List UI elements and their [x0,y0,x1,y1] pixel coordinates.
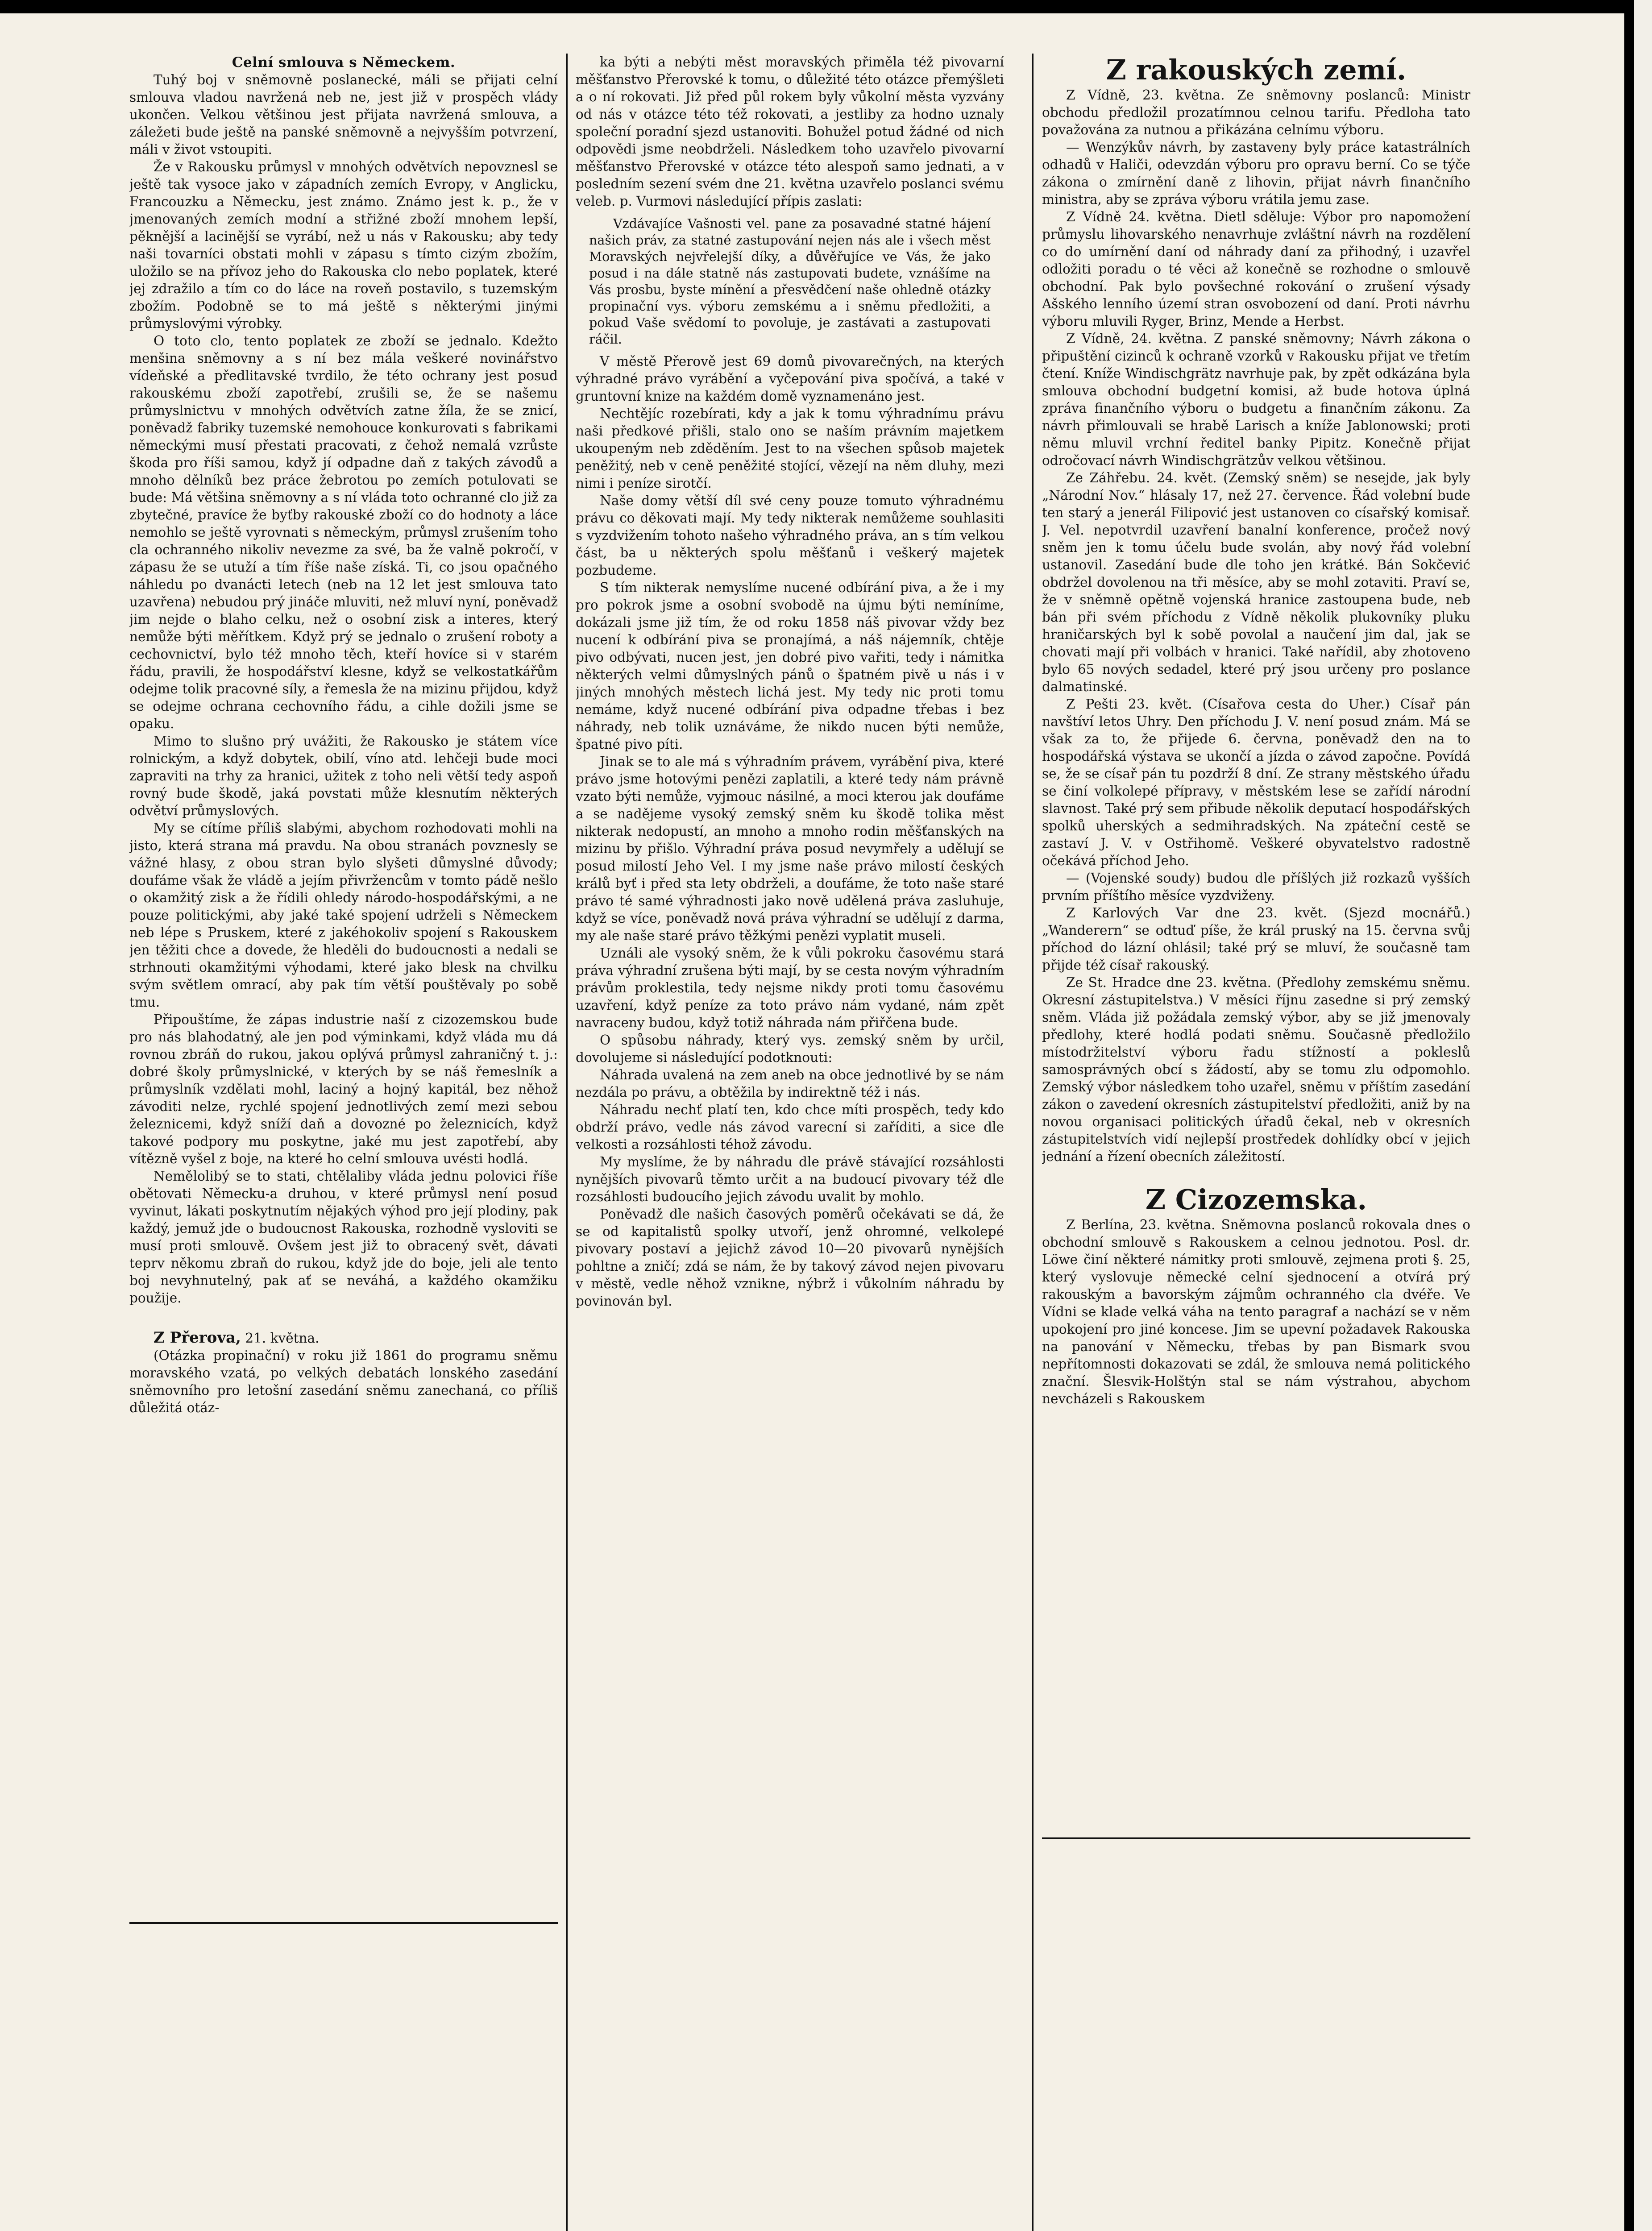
article-body-prerov-petition [576,353,1004,1310]
paragraph: Nechtějíc rozebírati, kdy a jak k tomu výhradnímu právu naši předkové přišli, stalo ono se naším právním majetkem ukoupeným neb zděděním. Jest to na všechen spůsob majetek peněžitý, neb v ceně peněžité stojící, vězejí na něm dluhy, mezi nimi i peníze sirotčí. [576,406,1004,491]
column-2 [576,54,1004,2231]
article-body-celni-smlouva [129,71,558,1307]
column-3 [1042,54,1470,2231]
scan-top-border [0,0,1624,13]
paragraph: O toto clo, tento poplatek ze zboží se jednalo. Kdežto menšina sněmovny a s ní bez mála veškeré novinářstvo vídeňské a předlitavské tvrdilo, že této ochrany jest posud rakouskému zboží zapotřebí, zrušili se, že se našemu průmyslnictvu v mnohých odvětvích zatne žíla, že se znicí, poněvadž fabriky tuzemské nemohouce konkurovati s fabrikami německými musí přestati pracovati, z čehož nemalá vzrůste škoda pro říši samou, když jí odpadne daň z takých závodů a mnoho dělníků bez práce žebrotou po zemích potulovati se bude: Má většina sněmovny a s ní vláda toto ochranné clo již za zbytečné, pravíce že byťby rakouské zboží co do hodnoty a láce nemohlo se ještě vyrovnati s německým, průmysl zrušením toho cla ochranného nikoliv nevezme za své, ba že valně pokročí, v zápasu že se utuží a tím říše naše získá. Ti, co jsou opačného náhledu po dvanácti letech (neb na 12 let jest smlouva tato uzavřena) nebudou prý jináče mluviti, než mluví nyní, poněvadž jim nejde o blaho celku, než o osobní zisk a interes, který nemůže býti měřítkem. Když prý se jednalo o zrušení roboty a cechovnictví, bylo též mnoho těch, kteří hovíce si v starém řádu, pravili, že hospodářství klesne, když se velkostatkářům odejme tolik pracovné síly, a řemesla že na mizinu přijdou, když se odejme ochrana cechovního řádu, a cihle dožili jsme se opaku. [129,333,558,731]
paragraph: Uználi ale vysoký sněm, že k vůli pokroku časovému stará práva výhradní zrušena býti mají, by se cesta novým výhradním právům proklestila, tedy nejsme nikdy proti tomu časovému uzavření, když peníze za toto právo nám vydané, nám zpět navraceny budou, když totiž náhrada nám přiřčena bude. [576,945,1004,1030]
section-title-cizozemska: Z Cizozemska. [1145,1183,1367,1216]
news-item: Z Vídně, 23. května. Ze sněmovny poslanců: Ministr obchodu předložil prozatímnou celnou tarifu. Předloha tato považována za nutnou a přikázána celnímu výboru. [1042,87,1470,137]
column-1 [129,54,558,2231]
paragraph: Náhrada uvalená na zem aneb na obce jednotlivé by se nám nezdála po právu, a obtěžila by indirektně též i nás. [576,1067,1004,1100]
paragraph: Připouštíme, že zápas industrie naší z cizozemskou bude pro nás blahodatný, ale jen pod výminkami, když vláda mu dá rovnou zbráň do rukou, jakou oplývá průmysl zahraničný t. j.: dobré školy průmyslnické, v kterých by se náš řemeslník a průmyslník vzdělati mohl, laciný a hojný kapitál, bez něhož závoditi nelze, rychlé spojení jednotlivých zemí mezi sebou železnicemi, když sníží daň a dovozné po železnicích, když takové podpory mu poskytne, jaké mu jest zapotřebí, aby vítězně vyšel z boje, na které ho celní smlouva uvésti hodlá. [129,1012,558,1166]
paragraph: My se cítíme příliš slabými, abychom rozhodovati mohli na jisto, která strana má pravdu. Na obou stranách povznesly se vážné hlasy, z obou stran bylo slyšeti důmyslné důvody; doufáme však že vládě a jejím přivržencům v tomto pádě nešlo o okamžitý zisk a že řídili ohledy národo-hospodářskými, a ne pouze politickými, aby jaké také spojení udrželi s Německem neb lépe s Pruskem, které z jakéhokoliv spojení s Rakouskem jen těžiti chce a dovede, že hleděli do budoucnosti a nedali se strhnouti okamžitými výhodami, které jako blesk na chvilku svým světlem omrací, aby pak tím větší pouštěvaly po sobě tmu. [129,821,558,1010]
dateline-place: Z Přerova, [154,1329,241,1347]
news-item: Z Berlína, 23. května. Sněmovna poslanců rokovala dnes o obchodní smlouvě s Rakouskem a celnou jednotou. Posl. dr. Löwe činí některé námitky proti smlouvě, zejmena proti §. 25, který vyslovuje německé celní sjednocení a otvírá prý rakouským a bavorským zájmům ochranného cla dvéře. Ve Vídni se klade velká váha na tento paragraf a nachází se v něm upokojení pro jiné koncese. Jim se upevní požadavek Rakouska na panování v Německu, třebas by pan Bismark svou nepřítomnosti dokazovati se zdál, že smlouva nemá politického znační. Šlesvik-Holštýn stal se nám výstrahou, abychom nevcházeli s Rakouskem [1042,1217,1470,1406]
article-title-celni-smlouva: Celní smlouva s Německem. [232,54,456,70]
paragraph: O spůsobu náhrady, který vys. zemský sněm by určil, dovolujeme si následující podotknouti: [576,1033,1004,1065]
paragraph: Že v Rakousku průmysl v mnohých odvětvích nepovznesl se ještě tak vysoce jako v západních zemích Evropy, v Anglicku, Francouzku a Německu, jest známo. Známo jest k. p., že v jmenovaných zemích modní a střižné zboží mnohem lepší, pěknější a lacinější se vyrábí, než u nás v Rakousku; aby tedy naši tovarníci obstati mohli v zápasu s tímto cizým zbožím, uložilo se na přívoz jeho do Rakouska clo nebo poplatek, které jej zdražilo a tím co do láce na roveň postavilo, s tuzemským zbožím. Podobně se to má ještě s některými jinými průmyslovými výrobky. [129,159,558,331]
paragraph: Tuhý boj v sněmovně poslanecké, máli se přijati celní smlouva vladou navržená neb ne, jest již v prospěch vlády ukončen. Velkou většinou jest přijata navržená smlouva, a záležeti bude ještě na panské sněmovně a nejvyšším potvrzení, máli v život vstoupiti. [129,72,558,157]
news-item: Z Vídně, 24. května. Z panské sněmovny; Návrh zákona o připuštění cizinců k ochraně vzorků v Rakousku přijat ve třetím čtení. Kníže Windischgrätz navrhuje pak, by zpět odkázána byla smlouva obchodní budgetní komisi, až bude hotova úplná zpráva finančního výboru o budgetu a finančním zákonu. Za návrh přimlouvali se hrabě Larisch a kníže Jablonowski; proti němu mluvil vrchní ředitel banky Pipitz. Konečně přijat odročovací návrh Windischgrätzův velkou většinou. [1042,331,1470,468]
scan-right-edge [1634,0,1652,2231]
separator-col3-cizozemska [1042,1837,1470,1839]
dateline-date: 21. května. [245,1331,320,1346]
news-item: — Wenzýkův návrh, by zastaveny byly práce katastrálních odhadů v Haliči, odevzdán výboru pro opravu berní. Co se týče zákona o zmírnění daně z lihovin, přijat návrh finančního ministra, aby se zpráva výboru vrátila jemu zase. [1042,140,1470,207]
news-item: Ze Záhřebu. 24. květ. (Zemský sněm) se nesejde, jak byly „Národní Nov.“ hlásaly 17, než 27. července. Řád volební bude ten starý a jenerál Filipović jest ustanoven co císařský komisař. J. Vel. nepotvrdil uzavření banalní konference, pročež nový sněm jen k tomu účelu bude svolán, aby nový řád volební ustanovil. Zasedání bude dle toho jen krátké. Bán Sokčević obdržel dovolenou na tři měsíce, aby se mohl zotaviti. Praví se, že v sněmně opětně vojenská hranice zastoupena bude, neb bán při svém příchodu z Vídně několik plukovníky pluku hraničarských byl k sobě povolal a naučení jim dal, jak se chovati mají při volbách v hranici. Také nařídil, aby zhotoveno bylo 65 nových sedadel, které prý jsou určeny pro poslance dalmatinské. [1042,470,1470,694]
paragraph: Náhradu nechť platí ten, kdo chce míti prospěch, tedy kdo obdrží právo, vedle nás závod varecní si zaříditi, a sice dle velkosti a rozsáhlosti téhož závodu. [576,1102,1004,1152]
article-body-prerov-continued [576,54,1004,210]
paragraph: V městě Přerově jest 69 domů pivovarečných, na kterých výhradné právo vyrábění a vyčepování piva spočívá, a také v gruntovní knize na každém domě vyznamenáno jest. [576,354,1004,404]
paragraph: Naše domy větší díl své ceny pouze tomuto výhradnému právu co děkovati mají. My tedy nikterak nemůžeme souhlasiti s vyzdvižením tohoto našeho výhradného práva, an s tím velkou část, ba u některých spolu měšťanů i veškerý majetek pozbudeme. [576,493,1004,578]
paragraph: Poněvadž dle našich časových poměrů očekávati se dá, že se od kapitalistů spolky utvoří, jenž ohromné, velkolepé pivovary postaví a jejichž závod 10—20 pivovarů nynějších pohltne a zničí; zdá se nám, že by takový závod nejen pivovaru v městě, vedle něhož vznikne, nýbrž i vůkolním náhradu by povinován byl. [576,1207,1004,1309]
section-title-rakouske-zeme: Z rakouských zemí. [1106,54,1407,86]
petition-letter: Vzdávajíce Vašnosti vel. pane za posavadné statné hájení našich práv, za statné zastupování nejen nás ale i všech měst Moravských nejvřelejší díky, a důvěřujíce ve Vás, že jako posud i na dále statně nás zastupovati budete, vznášíme na Vás prosbu, byste mínění a přesvědčení naše ohledně otázky propinační vys. výboru zemskému a i sněmu předložiti, a pokud Vaše svědomí to povoluje, je zastávati a zastupovati ráčil. [589,216,991,347]
news-item: Z Pešti 23. květ. (Císařova cesta do Uher.) Císař pán navštíví letos Uhry. Den příchodu J. V. není posud znám. Má se však za to, že přijede 6. června, poněvadž den na to hospodářská výstava se ukončí a jízda o závod započne. Povídá se, že se císař pán tu pozdrží 8 dní. Ze strany městského úřadu se činí volkolepé přípravy, v městském lese se zařídí národní slavnost. Také prý sem přibude několik deputací hospodářských spolků uherských a sedmihradských. Na zpáteční cestě se zastaví J. V. v Ostřihomě. Veškeré obyvatelstvo radostně očekává příchod Jeho. [1042,697,1470,868]
column-rule-left [566,54,568,2231]
news-item: — (Vojenské soudy) budou dle příšlých již rozkazů vyšších prvním příštího měsíce vyzdviženy. [1042,871,1470,903]
paragraph: ka býti a nebýti měst moravských přiměla též pivovarní měšťanstvo Přerovské k tomu, o důležité této otázce přemýšleti a o ní rokovati. Již před půl rokem byly vůkolní města vyzvány od nás v otázce této též rokovati, a jestliby za hodno uznaly společní poradní sjezd ustanoviti. Bohužel potud žádné od nich odpovědi jsme neobdrželi. Následkem toho uzavřelo pivovarní měšťanstvo Přerovské v otázce této alespoň samo jednati, a v posledním sezení svém dne 21. května uzavřelo poslanci svému veleb. p. Vurmovi následující přípis zaslati: [576,54,1004,209]
section-body-cizozemska [1042,1216,1470,1408]
news-item: Z Karlových Var dne 23. květ. (Sjezd mocnářů.) „Wanderern“ se odtuď píše, že král pruský na 15. června svůj příchod do lázní ohlásil; také prý se mluví, že současně tam přijde též císař rakouský. [1042,905,1470,973]
column-rule-right [1032,54,1034,2231]
news-item: Z Vídně 24. května. Dietl sděluje: Výbor pro napomožení průmyslu lihovarského nenavrhuje zvláštní návrh na rozdělení co do umírnění daní od náhrady daní za přihodný, i uzavřel odložiti poradu o té věci až konečně se rozhodne o smlouvě obchodní. Pak bylo povšechné rokování o zrušení výsady Ašského lenního území stran osvobození od daní. Proti návrhu výboru mluvili Ryger, Brinz, Mende a Herbst. [1042,209,1470,329]
paragraph: Jinak se to ale má s výhradním právem, vyrábění piva, které právo jsme hotovými penězi zaplatili, a které tedy nám právně vzato býti nemůže, vyjmouc násilné, a moci kterou jak doufáme a se nadějeme vysoký zemský sněm ku škodě tolika měst nikterak nedopustí, an mnoho a mnoho rodin měšťanských na mizinu by přišlo. Výhradní práva posud nevymřely a udělují se posud milostí Jeho Vel. I my jsme naše právo milostí českých králů byť i před sta lety obdrželi, a doufáme, že toto naše staré právo té samé výhradnosti jako nově udělená práva zasluhuje, když se více, poněvadž nová práva výhradní se udělují z darma, my ale naše staré právo těžkými penězi vyplatit museli. [576,754,1004,943]
article-body-prerov: (Otázka propinační) v roku již 1861 do programu sněmu moravského vzatá, po velkých debatách lonského zasedání sněmovního pro letošní zasedání sněmu zanechaná, co příliš důležitá otáz- [129,1348,558,1415]
paragraph: S tím nikterak nemyslíme nucené odbírání piva, a že i my pro pokrok jsme a osobní svobodě na újmu býti nemíníme, dokázali jsme již tím, že od roku 1858 náš pivovar vždy bez nucení k odbírání piva se pronajímá, a náš nájemník, chtěje pivo odbývati, nucen jest, jen dobré pivo vařiti, tedy i námitka některých velmi důmyslných pánů o špatném pivě u nás i v jiných mnohých městech lichá jest. My tedy nic proti tomu nemáme, když nucené odbírání piva odpadne třebas i bez náhrady, neb tolik uznáváme, že nikdo nucen býti nemůže, špatné pivo píti. [576,580,1004,752]
section-body-rakouske-zeme [1042,87,1470,1165]
paragraph: Mimo to slušno prý uvážiti, že Rakousko je státem více rolnickým, a když dobytek, obilí, víno atd. lehčeji bude moci zapraviti na trhy za hranici, užitek z toho neli větší tedy aspoň rovný bude škodě, jaká povstati může klesnutím některých odvětví průmyslových. [129,734,558,818]
separator-col1-prerov [129,1922,558,1924]
news-item: Ze St. Hradce dne 23. května. (Předlohy zemskému sněmu. Okresní zástupitelstva.) V měsíci říjnu zasedne si prý zemský sněm. Vláda již požádala zemský výbor, aby se již jmenovaly předlohy, které hodlá podati sněmu. Současně předložilo místodržitelství výboru řadu stížností a pokleslů samosprávných obcí s žádostí, aby se tomu zlu odpomohlo. Zemský výbor následkem toho uzařel, sněmu v příštím zasedání zákon o zavedení okresních zástupitelství předložiti, aniž by na novou organisaci politických úřadů čekal, neb v okresních zástupitelstvích vidí nejlepší prostředek dohlídky obcí v jejich jednání a řízení obecních záležitostí. [1042,975,1470,1164]
paragraph: My myslíme, že by náhradu dle právě stávající rozsáhlosti nynějších pivovarů těmto určit a na budoucí pivovary též dle rozsáhlosti budoucího jejich závodu uvalit by mohlo. [576,1154,1004,1204]
dateline-prerov [129,1329,558,1347]
paragraph: Nemělolibý se to stati, chtělaliby vláda jednu polovici říše obětovati Německu-a druhou, v které průmysl není posud vyvinut, lákati poskytnutím nějakých výhod pro její plodiny, pak každý, jemuž jde o budoucnost Rakouska, rozhodně vysloviti se musí proti smlouvě. Ovšem jest již to obracený svět, dávati teprv někomu zbraň do rukou, když jde do boje, jeli ale tento boj nevyhnutelný, pak ať se neváhá, a každého okamžiku použije. [129,1169,558,1306]
